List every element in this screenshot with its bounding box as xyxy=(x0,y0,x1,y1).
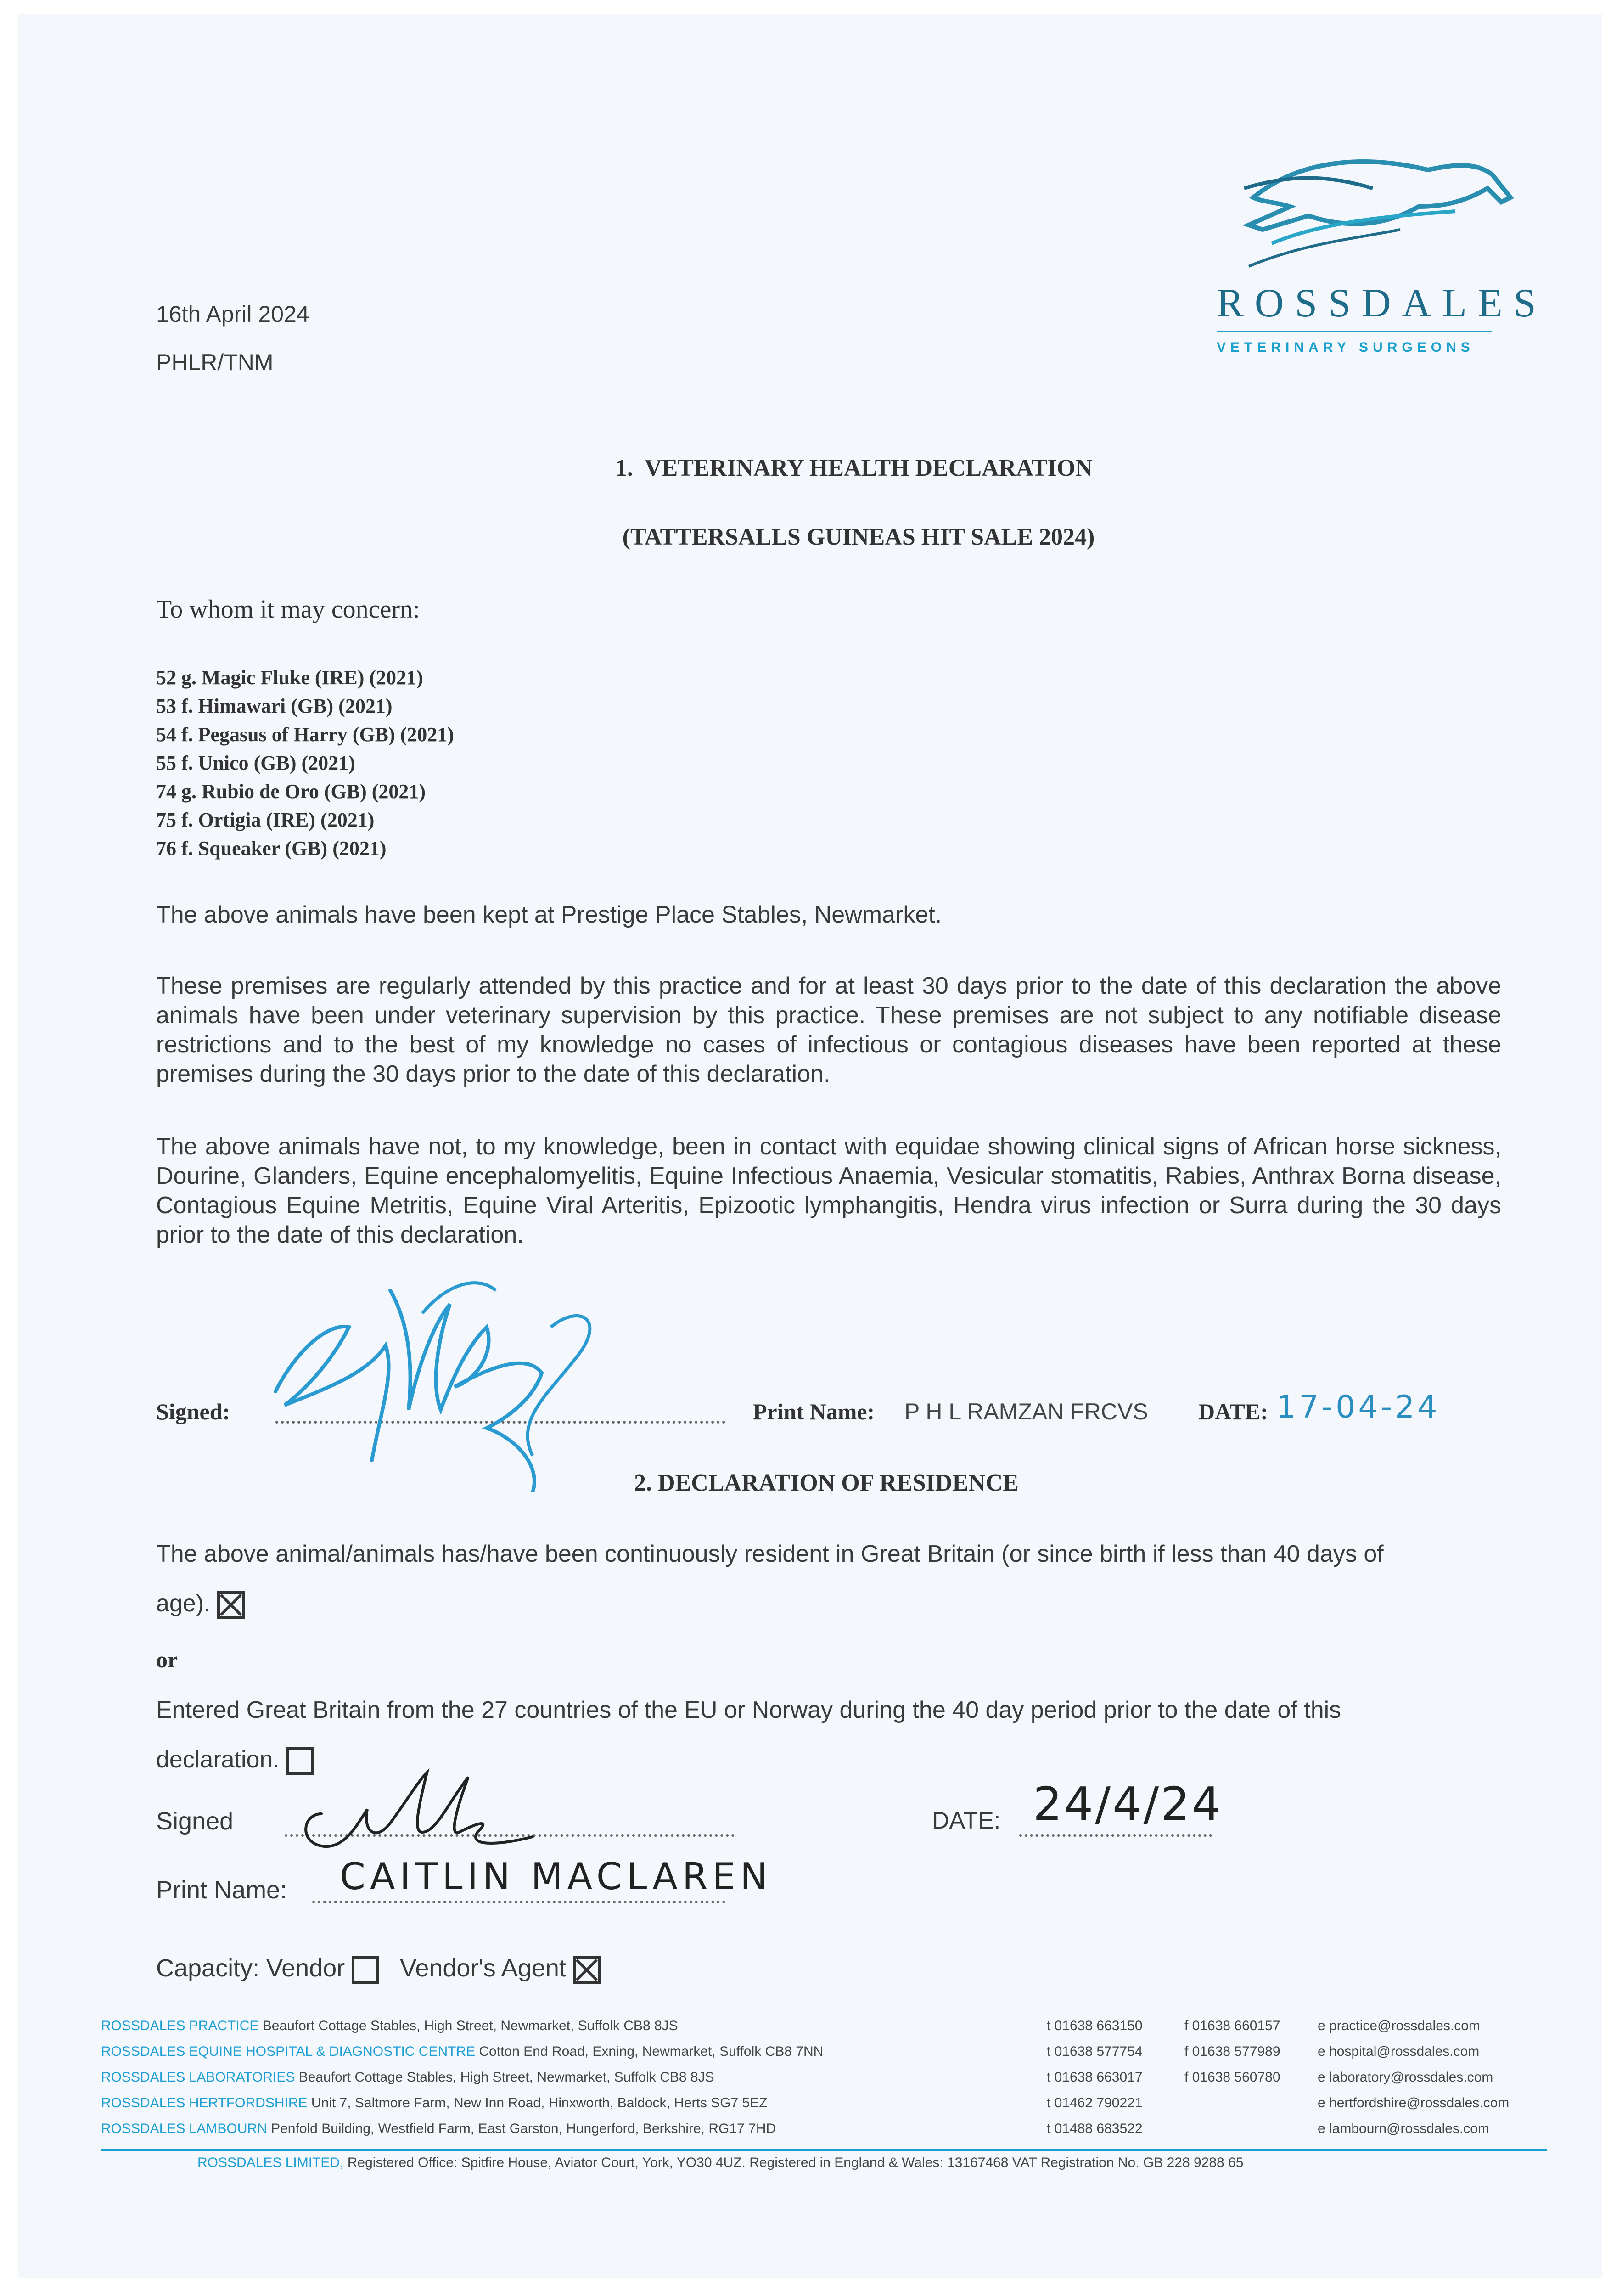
section2-title: 2. DECLARATION OF RESIDENCE xyxy=(634,1470,1019,1496)
footer-email[interactable]: e hertfordshire@rossdales.com xyxy=(1318,2095,1510,2110)
vendor-checkbox[interactable] xyxy=(352,1956,379,1984)
footer-email[interactable]: e lambourn@rossdales.com xyxy=(1318,2121,1489,2136)
horse-logo-icon xyxy=(1235,138,1520,276)
footer-fax: f 01638 577989 xyxy=(1184,2044,1280,2059)
capacity-label: Capacity: Vendor xyxy=(156,1954,345,1982)
footer-org-name: ROSSDALES LAMBOURN xyxy=(101,2121,267,2136)
paragraph-supervision: These premises are regularly attended by this practice and for at least 30 days prior to the date of this declaration the above animals have been under veterinary supervision by this practice. These premises are not subject to any notifiable disease restrictions and to the best of my knowledge no cases of infectious or contagious diseases have been reported at these premises during the 30 days prior to the date of this declaration. xyxy=(156,973,1501,1087)
footer-address: Beaufort Cottage Stables, High Street, Newmarket, Suffolk CB8 8JS xyxy=(298,2070,714,2085)
footer-registered-text: Registered Office: Spitfire House, Aviator Court, York, YO30 4UZ. Registered in England & Wales: 13167468 VAT Registration No. GB 228 9288 65 xyxy=(347,2155,1244,2170)
logo-name: ROSSDALES xyxy=(1217,281,1547,326)
footer-tel: t 01488 683522 xyxy=(1047,2121,1143,2136)
footer-tel: t 01462 790221 xyxy=(1047,2095,1143,2110)
document-page xyxy=(18,14,1602,2278)
footer-row xyxy=(101,2095,1561,2121)
list-item: 54 f. Pegasus of Harry (GB) (2021) xyxy=(156,723,454,746)
residence-option-2-text: Entered Great Britain from the 27 countries of the EU or Norway during the 40 day period prior to the date of this declaration. xyxy=(156,1697,1341,1773)
footer-tel: t 01638 577754 xyxy=(1047,2044,1143,2059)
footer-email[interactable]: e practice@rossdales.com xyxy=(1318,2018,1480,2033)
salutation: To whom it may concern: xyxy=(156,595,420,624)
vet-print-name-value: P H L RAMZAN FRCVS xyxy=(904,1399,1148,1424)
residence-option-1-text: The above animal/animals has/have been continuously resident in Great Britain (or since birth if less than 40 days of age). xyxy=(156,1541,1384,1617)
footer-org-name: ROSSDALES EQUINE HOSPITAL & DIAGNOSTIC CENTRE xyxy=(101,2044,476,2059)
residence-option-1 xyxy=(156,1529,1432,1628)
capacity-row xyxy=(156,1954,601,1984)
footer-email[interactable]: e hospital@rossdales.com xyxy=(1318,2044,1480,2059)
paragraph-premises: The above animals have been kept at Prestige Place Stables, Newmarket. xyxy=(156,901,942,928)
check-mark-icon xyxy=(576,1959,598,1981)
section1-title: 1. VETERINARY HEALTH DECLARATION xyxy=(615,455,1093,481)
footer-address: Penfold Building, Westfield Farm, East Garston, Hungerford, Berkshire, RG17 7HD xyxy=(271,2121,776,2136)
footer-registered xyxy=(101,2155,1561,2171)
footer-row xyxy=(101,2121,1561,2147)
vendor-print-name-label: Print Name: xyxy=(156,1876,287,1904)
vendor-agent-label: Vendor's Agent xyxy=(400,1954,566,1982)
or-label: or xyxy=(156,1647,178,1672)
footer-org-name: ROSSDALES PRACTICE xyxy=(101,2018,259,2033)
footer-address: Cotton End Road, Exning, Newmarket, Suffolk CB8 7NN xyxy=(479,2044,824,2059)
vet-date-label: DATE: xyxy=(1198,1399,1268,1424)
paragraph-diseases: The above animals have not, to my knowledge, been in contact with equidae showing clinical signs of African horse sickness, Dourine, Glanders, Equine encephalomyelitis, Equine Infectious Anaemia, Vesicular stomatitis, Rabies, Anthrax Borna disease, Contagious Equine Metritis, Equine Viral Arteritis, Epizootic lymphangitis, Hendra virus infection or Surra during the 30 days prior to the date of this declaration. xyxy=(156,1133,1501,1248)
vendor-print-name-value: CAITLIN MACLAREN xyxy=(340,1855,772,1898)
vet-print-name-label: Print Name: xyxy=(753,1399,875,1424)
vendor-agent-checkbox[interactable] xyxy=(573,1956,601,1984)
animal-list xyxy=(156,664,454,863)
footer-address: Beaufort Cottage Stables, High Street, Newmarket, Suffolk CB8 8JS xyxy=(262,2018,678,2033)
check-mark-icon xyxy=(220,1594,242,1616)
letter-date: 16th April 2024 xyxy=(156,301,309,327)
list-item: 53 f. Himawari (GB) (2021) xyxy=(156,695,393,717)
footer-row xyxy=(101,2044,1561,2070)
vet-signed-label: Signed: xyxy=(156,1399,230,1424)
list-item: 74 g. Rubio de Oro (GB) (2021) xyxy=(156,780,426,803)
logo-subtitle: VETERINARY SURGEONS xyxy=(1217,340,1475,355)
footer-fax: f 01638 660157 xyxy=(1184,2018,1280,2033)
vendor-date-label: DATE: xyxy=(932,1807,1001,1834)
footer xyxy=(101,2018,1561,2171)
logo xyxy=(1207,138,1547,377)
footer-registered-name: ROSSDALES LIMITED, xyxy=(197,2155,344,2170)
footer-org-name: ROSSDALES HERTFORDSHIRE xyxy=(101,2095,308,2110)
list-item: 76 f. Squeaker (GB) (2021) xyxy=(156,837,387,860)
list-item: 75 f. Ortigia (IRE) (2021) xyxy=(156,809,375,831)
vendor-print-name-line xyxy=(312,1899,725,1903)
vet-signature xyxy=(257,1235,634,1492)
vendor-date-value: 24/4/24 xyxy=(1033,1777,1223,1831)
logo-divider xyxy=(1217,331,1492,332)
footer-divider xyxy=(101,2149,1547,2151)
footer-fax: f 01638 560780 xyxy=(1184,2070,1280,2085)
section1-subtitle: (TATTERSALLS GUINEAS HIT SALE 2024) xyxy=(622,524,1095,550)
vendor-date-line xyxy=(1019,1832,1212,1837)
footer-email[interactable]: e laboratory@rossdales.com xyxy=(1318,2070,1493,2085)
footer-row xyxy=(101,2070,1561,2095)
vendor-signed-label: Signed xyxy=(156,1807,234,1835)
footer-org-name: ROSSDALES LABORATORIES xyxy=(101,2070,295,2085)
footer-address: Unit 7, Saltmore Farm, New Inn Road, Hinxworth, Baldock, Herts SG7 5EZ xyxy=(311,2095,768,2110)
vet-date-value: 17-04-24 xyxy=(1276,1389,1440,1425)
vendor-signature xyxy=(285,1740,542,1860)
footer-tel: t 01638 663150 xyxy=(1047,2018,1143,2033)
footer-tel: t 01638 663017 xyxy=(1047,2070,1143,2085)
reference: PHLR/TNM xyxy=(156,349,274,375)
list-item: 52 g. Magic Fluke (IRE) (2021) xyxy=(156,666,423,689)
list-item: 55 f. Unico (GB) (2021) xyxy=(156,752,355,774)
residence-option-1-checkbox[interactable] xyxy=(217,1591,245,1619)
footer-row xyxy=(101,2018,1561,2044)
